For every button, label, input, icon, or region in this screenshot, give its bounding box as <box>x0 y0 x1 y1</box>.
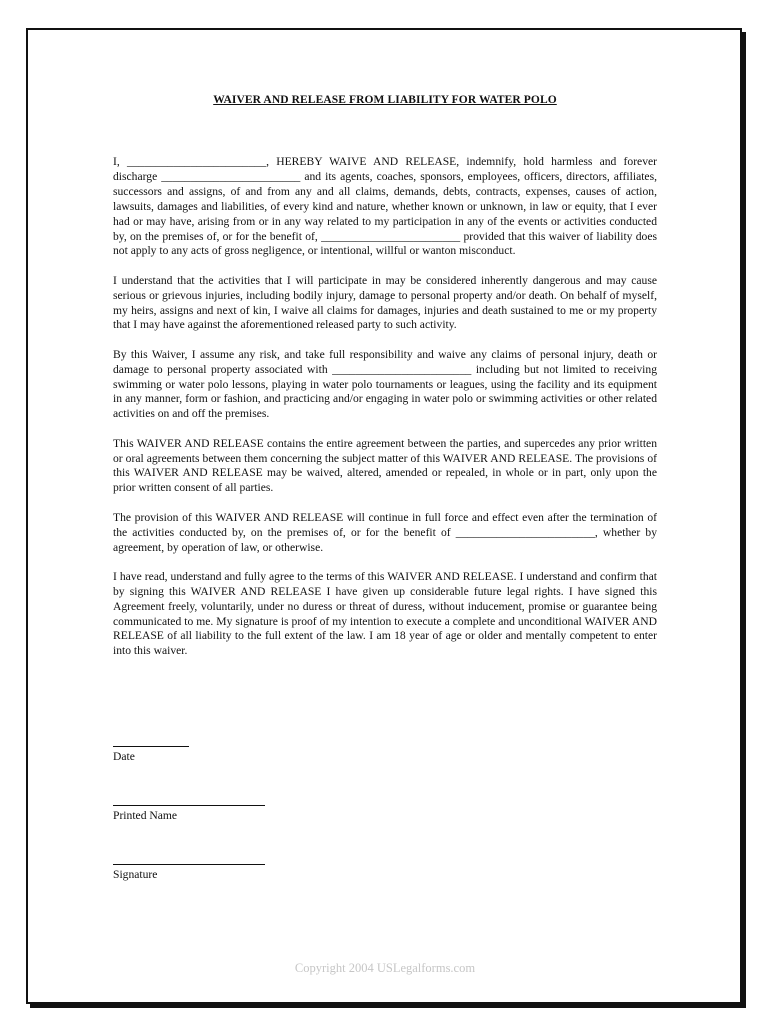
document-title: WAIVER AND RELEASE FROM LIABILITY FOR WATER POLO <box>213 94 557 106</box>
date-line[interactable] <box>113 746 189 747</box>
document-body <box>113 155 657 674</box>
printed-name-field <box>113 805 265 822</box>
paragraph-entire-agreement: This WAIVER AND RELEASE contains the entire agreement between the parties, and supercedes any prior written or oral agreements between them concerning the subject matter of this WAIVER AND RELEASE. The provisions of this WAIVER AND RELEASE may be waived, altered, amended or repealed, in whole or in part, only upon the prior written consent of all parties. <box>113 436 657 495</box>
copyright-watermark: Copyright 2004 USLegalforms.com <box>294 961 476 975</box>
printed-name-line[interactable] <box>113 805 265 806</box>
paragraph-inherent-danger: I understand that the activities that I will participate in may be considered inherently dangerous and may cause serious or grievous injuries, including bodily injury, damage to personal property and/or death. On behalf of myself, my heirs, assigns and next of kin, I waive all claims for damages, injuries and death sustained to me or my property that I may have against the aforementioned released party to such activity. <box>113 273 657 332</box>
paragraph-acknowledgment: I have read, understand and fully agree to the terms of this WAIVER AND RELEASE. I understand and confirm that by signing this WAIVER AND RELEASE I have given up considerable future legal rights. I have signed this Agreement freely, voluntarily, under no duress or threat of duress, without inducement, promise or guarantee being communicated to me. My signature is proof of my intention to execute a complete and unconditional WAIVER AND RELEASE of all liability to the full extent of the law. I am 18 year of age or older and mentally competent to enter into this waiver. <box>113 569 657 658</box>
printed-name-label: Printed Name <box>113 809 178 822</box>
paragraph-assumption-of-risk: By this Waiver, I assume any risk, and take full responsibility and waive any claims of personal injury, death or damage to personal property associated with ________________________ including but not limited to receiving swimming or water polo lessons, playing in water polo tournaments or leagues, using the facility and its equipment in any manner, form or fashion, and practicing and/or engaging in water polo or swimming activities or other related activities on and off the premises. <box>113 347 657 421</box>
signature-field <box>113 864 265 881</box>
date-field <box>113 746 189 763</box>
signature-line[interactable] <box>113 864 265 865</box>
paragraph-survival: The provision of this WAIVER AND RELEASE will continue in full force and effect even after the termination of the activities conducted by, on the premises of, or for the benefit of ________________________, whether by agreement, by operation of law, or otherwise. <box>113 510 657 554</box>
signature-label: Signature <box>113 868 158 881</box>
date-label: Date <box>113 750 135 763</box>
paragraph-release-clause: I, ________________________, HEREBY WAIVE AND RELEASE, indemnify, hold harmless and forever discharge ________________________ and its agents, coaches, sponsors, employees, officers, directors, affiliates, successors and assigns, of and from any and all claims, demands, debts, contracts, expenses, causes of action, lawsuits, damages and liabilities, of every kind and nature, whether known or unknown, in law or equity, that I ever had or may have, arising from or in any way related to my participation in any of the events or activities conducted by, on the premises of, or for the benefit of, ________________________ provided that this waiver of liability does not apply to any acts of gross negligence, or intentional, willful or wanton misconduct. <box>113 155 657 258</box>
